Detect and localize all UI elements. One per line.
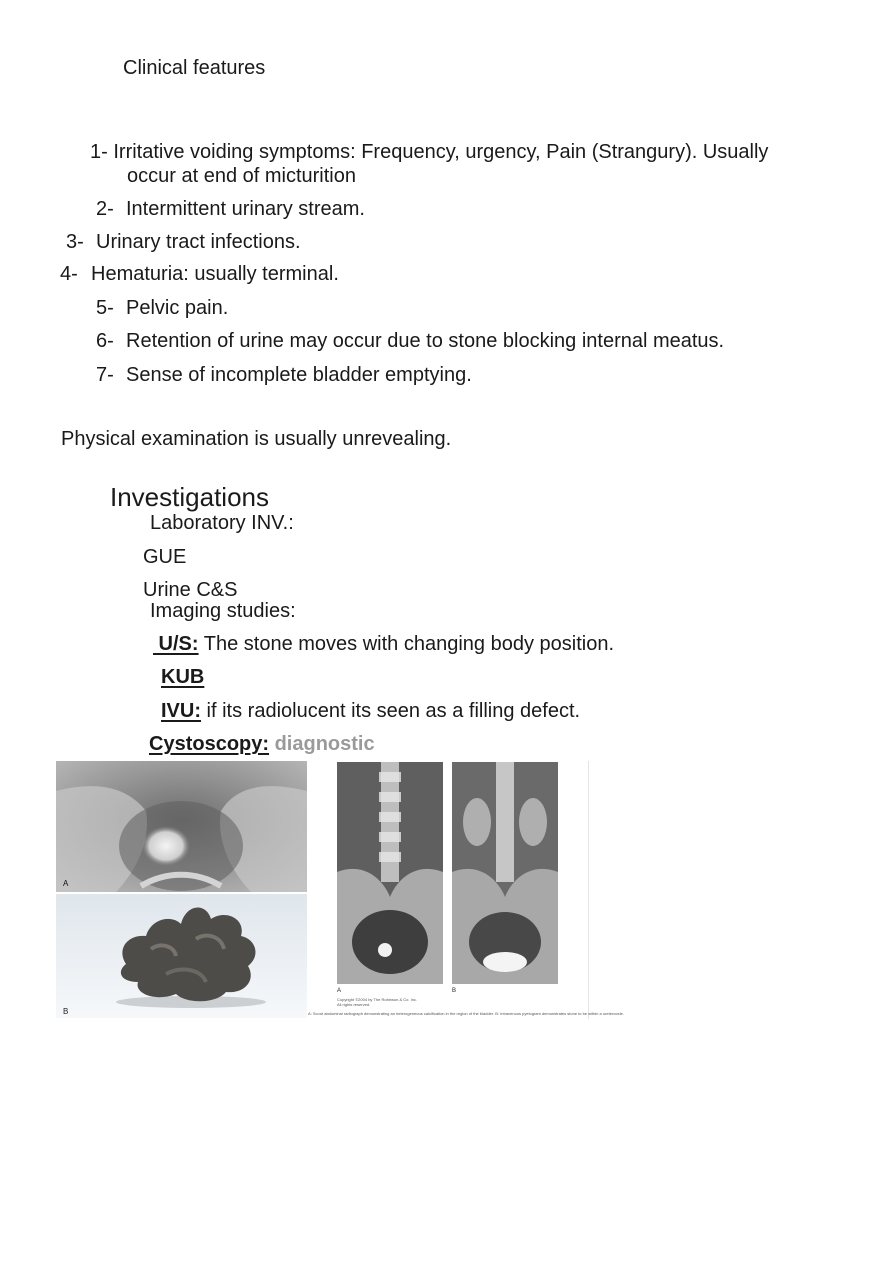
- figure-label-b: B: [63, 1007, 69, 1016]
- symptom-3: [66, 230, 301, 254]
- bladder-stone-photo: [56, 894, 307, 1018]
- symptom-5: [96, 296, 228, 320]
- physical-exam-text: Physical examination is usually unrevealing.: [61, 428, 452, 450]
- laboratory-heading: Laboratory INV.:: [150, 512, 294, 534]
- clinical-features-heading: Clinical features: [123, 57, 266, 79]
- symptom-text: Urinary tract infections.: [96, 231, 301, 253]
- symptom-number: 7-: [96, 364, 114, 386]
- symptom-text: Intermittent urinary stream.: [126, 198, 365, 220]
- rights-notice: All rights reserved.: [337, 1002, 371, 1007]
- symptom-2: [96, 197, 365, 221]
- figure-label-b: B: [452, 988, 457, 994]
- us-text: The stone moves with changing body position.: [198, 633, 615, 655]
- ivu-text: if its radiolucent its seen as a filling defect.: [201, 700, 581, 722]
- symptom-text: Hematuria: usually terminal.: [91, 263, 339, 285]
- cystoscopy-text: diagnostic: [269, 733, 375, 755]
- imaging-heading: Imaging studies:: [150, 600, 296, 622]
- symptom-number: 1-: [90, 141, 108, 163]
- imaging-ivu: [161, 699, 580, 723]
- figure-label-a: A: [337, 988, 342, 994]
- copyright-notice: Copyright ©2004 by The Robinson & Co. Inc.: [337, 997, 418, 1002]
- figure-caption: A: Scout abdominal radiograph demonstrating an heterogeneous calcification in the region of the bladder. B: Intravenous pyelogram demonstrates stone to be within a ureterocele.: [308, 1011, 624, 1016]
- figure-label-a: A: [63, 879, 69, 888]
- symptom-text: Pelvic pain.: [126, 297, 229, 319]
- symptom-number: 2-: [96, 198, 114, 220]
- symptom-number: 4-: [60, 263, 78, 285]
- ivu-figure-panel: [308, 761, 624, 1019]
- symptom-number: 5-: [96, 297, 114, 319]
- symptom-text: Retention of urine may occur due to stone blocking internal meatus.: [126, 330, 725, 352]
- symptom-text: Sense of incomplete bladder emptying.: [126, 364, 472, 386]
- lab-item-urine-cs: Urine C&S: [143, 579, 238, 601]
- scout-radiograph-image: [337, 762, 443, 984]
- symptom-6: [96, 329, 724, 353]
- symptom-1-continued: occur at end of micturition: [127, 165, 356, 187]
- imaging-us: [153, 632, 614, 656]
- symptom-1: [90, 140, 768, 164]
- symptom-4: [60, 262, 339, 286]
- kub-label: KUB: [161, 666, 205, 688]
- us-label: U/S:: [153, 633, 199, 655]
- investigations-heading: Investigations: [110, 482, 269, 512]
- symptom-number: 3-: [66, 231, 84, 253]
- symptom-text: Irritative voiding symptoms: Frequency, urgency, Pain (Strangury). Usually: [113, 141, 769, 163]
- symptom-7: [96, 363, 472, 387]
- ivu-label: IVU:: [161, 700, 201, 722]
- symptom-number: 6-: [96, 330, 114, 352]
- pelvic-radiograph-image: [56, 761, 307, 892]
- imaging-kub: [161, 665, 204, 689]
- intravenous-pyelogram-image: [452, 762, 558, 984]
- imaging-cystoscopy: [149, 732, 375, 756]
- cystoscopy-label: Cystoscopy:: [149, 733, 270, 755]
- lab-item-gue: GUE: [143, 546, 187, 568]
